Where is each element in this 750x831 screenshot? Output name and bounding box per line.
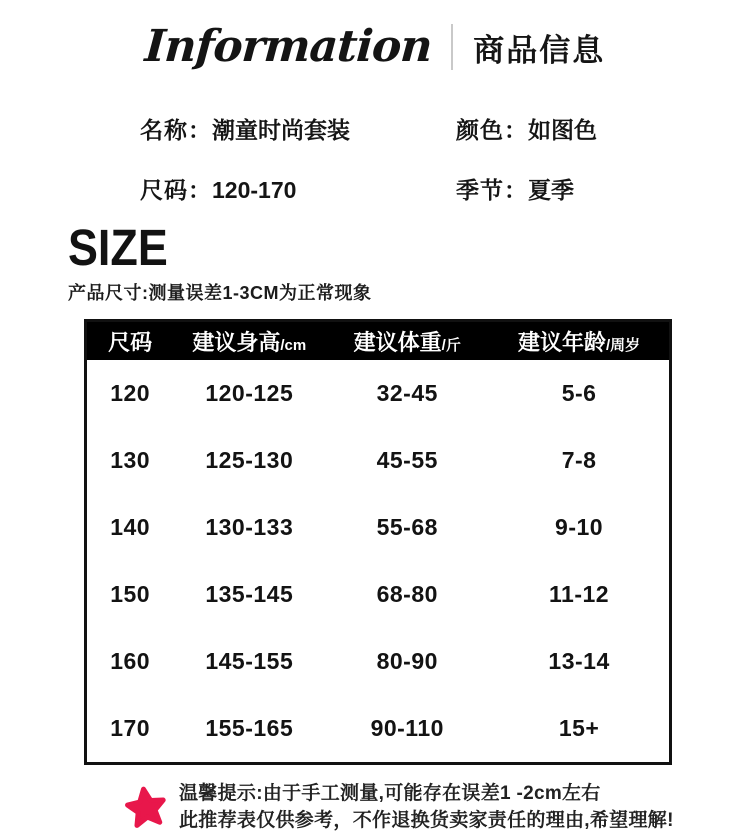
table-row xyxy=(86,695,671,764)
table-cell: 130 xyxy=(110,447,151,474)
table-cell: 7-8 xyxy=(561,447,597,474)
field-name-label: 名称： xyxy=(140,117,212,143)
col-header-weight: 建议体重/斤 xyxy=(353,329,461,355)
table-cell: 90-110 xyxy=(370,715,444,742)
field-season xyxy=(456,172,750,205)
field-color xyxy=(456,112,750,145)
table-cell: 140 xyxy=(110,514,151,541)
field-color-label: 颜色： xyxy=(456,117,528,143)
tip-line-2: 此推荐表仅供参考，不作退换货卖家责任的理由,希望理解! xyxy=(179,810,674,831)
table-cell: 120-125 xyxy=(205,380,294,407)
table-row xyxy=(86,494,671,561)
field-size-range-label: 尺码： xyxy=(140,177,212,203)
col-header-height: 建议身高/cm xyxy=(192,329,307,355)
table-cell: 160 xyxy=(110,648,151,675)
table-cell: 45-55 xyxy=(376,447,438,474)
table-cell: 155-165 xyxy=(205,715,294,742)
table-cell: 9-10 xyxy=(555,514,604,541)
header xyxy=(0,0,750,70)
table-cell: 150 xyxy=(110,581,151,608)
tips-text xyxy=(179,780,674,831)
table-cell: 13-14 xyxy=(548,648,610,675)
size-heading: SIZE xyxy=(68,219,168,276)
field-color-value: 如图色 xyxy=(528,117,597,143)
footer-tips xyxy=(122,780,750,831)
table-cell: 80-90 xyxy=(376,648,438,675)
table-cell: 32-45 xyxy=(376,380,438,407)
table-cell: 55-68 xyxy=(376,514,438,541)
size-table-header xyxy=(86,320,671,360)
tip-line-1: 温馨提示:由于手工测量,可能存在误差1 -2cm左右 xyxy=(179,783,601,805)
col-header-size: 尺码 xyxy=(108,329,153,355)
table-cell: 5-6 xyxy=(561,380,597,407)
size-table xyxy=(84,319,672,766)
table-cell: 11-12 xyxy=(549,581,610,608)
table-cell: 130-133 xyxy=(205,514,294,541)
table-cell: 135-145 xyxy=(205,581,294,608)
table-row xyxy=(86,561,671,628)
brand-script-title: Information xyxy=(143,21,434,72)
star-icon xyxy=(122,783,170,831)
table-row xyxy=(86,628,671,695)
page-title: 商品信息 xyxy=(473,32,606,68)
star-shape xyxy=(126,787,167,827)
header-divider xyxy=(451,24,453,70)
table-cell: 125-130 xyxy=(205,447,294,474)
table-row xyxy=(86,427,671,494)
field-name xyxy=(140,112,456,145)
field-season-label: 季节： xyxy=(456,177,528,203)
col-header-age: 建议年龄/周岁 xyxy=(517,329,641,355)
field-season-value: 夏季 xyxy=(528,177,574,203)
table-cell: 170 xyxy=(110,715,151,742)
field-size-range xyxy=(140,172,456,205)
size-table-body xyxy=(86,360,671,764)
size-subtitle: 产品尺寸:测量误差1-3CM为正常现象 xyxy=(68,282,372,303)
table-cell: 15+ xyxy=(558,715,600,742)
table-cell: 145-155 xyxy=(205,648,294,675)
table-cell: 120 xyxy=(110,380,151,407)
field-size-range-value: 120-170 xyxy=(212,177,297,203)
table-row xyxy=(86,360,671,427)
table-cell: 68-80 xyxy=(376,581,438,608)
product-info-section xyxy=(140,112,750,205)
size-table-header-row xyxy=(86,320,671,360)
field-name-value: 潮童时尚套装 xyxy=(212,117,350,143)
